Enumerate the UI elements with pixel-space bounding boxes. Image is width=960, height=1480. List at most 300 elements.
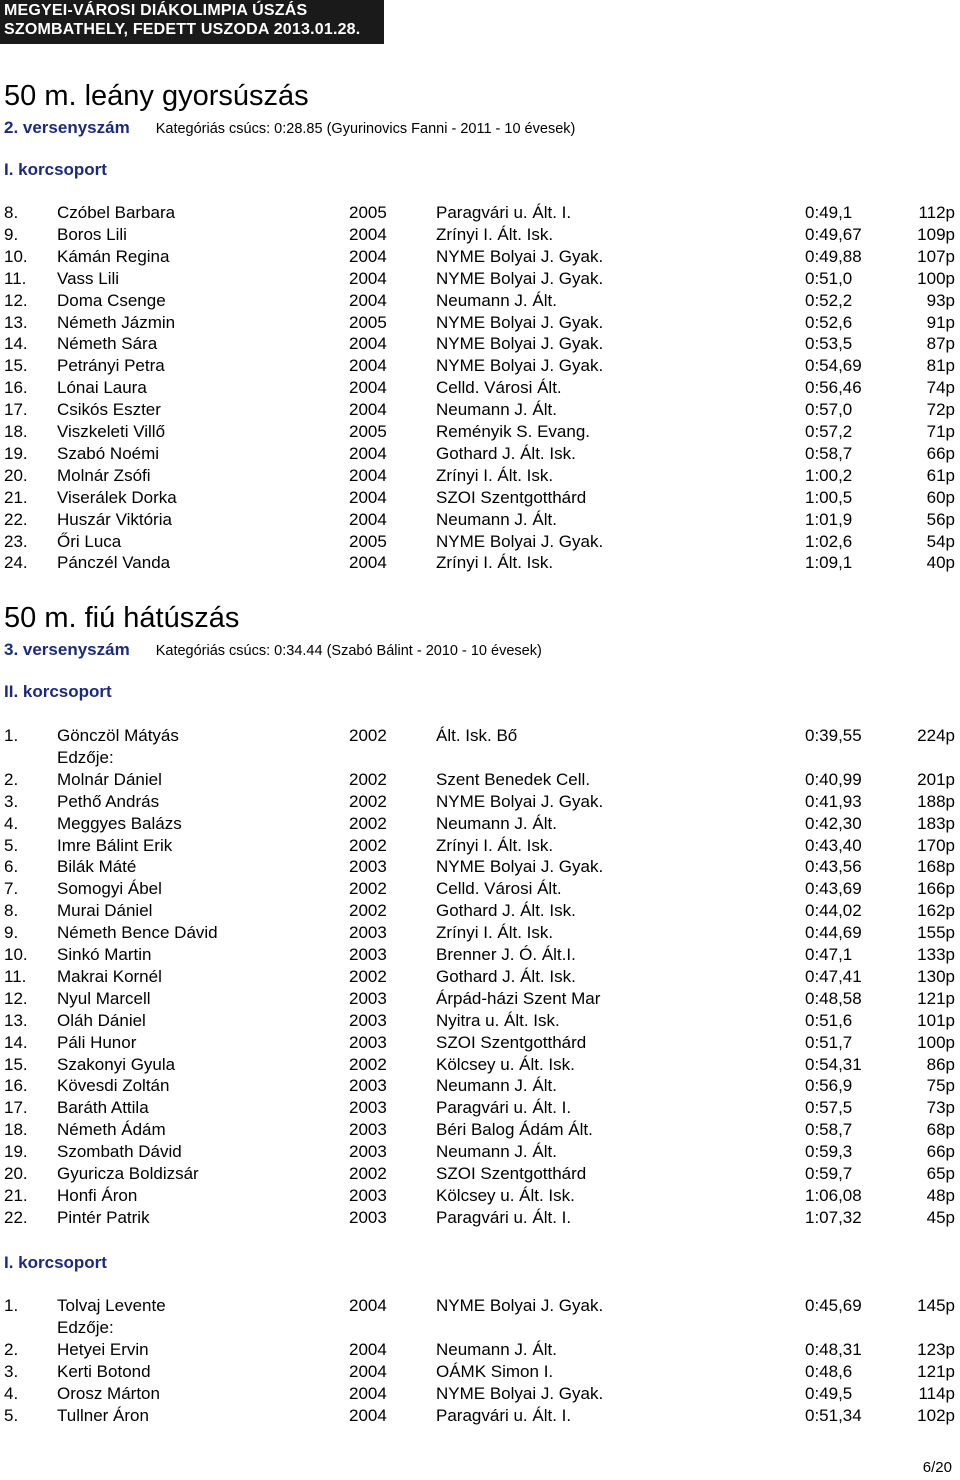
cell-points: 188p bbox=[917, 791, 955, 811]
cell-rank: 8. bbox=[4, 203, 19, 222]
cell-year: 2002 bbox=[349, 966, 387, 986]
cell-club: Árpád-házi Szent Mar bbox=[436, 988, 601, 1008]
cell-points: 166p bbox=[917, 879, 955, 899]
table-row bbox=[0, 922, 960, 944]
cell-rank: 2. bbox=[4, 769, 19, 789]
table-row bbox=[0, 791, 960, 813]
table-row bbox=[0, 966, 960, 988]
cell-rank: 18. bbox=[4, 1120, 28, 1140]
cell-rank: 16. bbox=[4, 378, 28, 398]
cell-time: 1:00,2 bbox=[805, 465, 853, 485]
cell-points: 100p bbox=[917, 1032, 955, 1052]
cell-club: Kölcsey u. Ált. Isk. bbox=[436, 1185, 575, 1205]
cell-rank: 21. bbox=[4, 487, 28, 507]
cell-name: Meggyes Balázs bbox=[57, 813, 182, 833]
cell-points: 75p bbox=[926, 1076, 955, 1096]
cell-year: 2004 bbox=[349, 268, 387, 288]
cell-year: 2004 bbox=[349, 487, 387, 507]
cell-name: Szakonyi Gyula bbox=[57, 1054, 176, 1074]
cell-rank: 1. bbox=[4, 1296, 19, 1315]
cell-points: 66p bbox=[926, 443, 955, 463]
cell-rank: 12. bbox=[4, 988, 28, 1008]
age-group-label: II. korcsoport bbox=[4, 682, 112, 701]
cell-points: 121p bbox=[917, 1361, 955, 1381]
cell-rank: 4. bbox=[4, 1383, 19, 1403]
cell-year: 2002 bbox=[349, 835, 387, 855]
cell-points: 61p bbox=[926, 465, 955, 485]
cell-rank: 17. bbox=[4, 400, 28, 420]
table-row bbox=[0, 377, 960, 399]
cell-year: 2005 bbox=[349, 531, 387, 551]
cell-name: Viszkeleti Villő bbox=[57, 422, 166, 441]
cell-rank: 3. bbox=[4, 791, 19, 811]
cell-time: 0:54,69 bbox=[805, 356, 862, 376]
cell-rank: 4. bbox=[4, 813, 19, 833]
cell-year: 2002 bbox=[349, 726, 387, 745]
cell-club: Celld. Városi Ált. bbox=[436, 879, 562, 899]
cell-club: Neumann J. Ált. bbox=[436, 1076, 557, 1096]
cell-club: NYME Bolyai J. Gyak. bbox=[436, 246, 604, 266]
cell-club: Gothard J. Ált. Isk. bbox=[436, 901, 576, 921]
table-row bbox=[0, 900, 960, 922]
banner-line-2: SZOMBATHELY, FEDETT USZODA 2013.01.28. bbox=[4, 21, 361, 38]
cell-year: 2004 bbox=[349, 378, 387, 398]
table-row bbox=[0, 725, 960, 747]
cell-year: 2005 bbox=[349, 312, 387, 332]
cell-year: 2003 bbox=[349, 1010, 387, 1030]
cell-rank: 6. bbox=[4, 857, 19, 877]
cell-club: Neumann J. Ált. bbox=[436, 1142, 557, 1162]
event-subline bbox=[4, 118, 575, 138]
cell-points: 74p bbox=[926, 378, 955, 398]
cell-name: Molnár Dániel bbox=[57, 769, 162, 789]
cell-rank: 20. bbox=[4, 465, 28, 485]
cell-name: Gyuricza Boldizsár bbox=[57, 1164, 199, 1183]
cell-year: 2003 bbox=[349, 1185, 387, 1205]
cell-name: Boros Lili bbox=[57, 224, 127, 244]
cell-name: Huszár Viktória bbox=[57, 509, 172, 529]
table-row bbox=[0, 290, 960, 312]
cell-year: 2003 bbox=[349, 1076, 387, 1096]
cell-year: 2004 bbox=[349, 246, 387, 266]
cell-points: 60p bbox=[926, 487, 955, 507]
table-row bbox=[0, 531, 960, 553]
cell-points: 71p bbox=[926, 422, 955, 441]
event-title: 50 m. leány gyorsúszás bbox=[4, 80, 309, 112]
cell-time: 0:51,6 bbox=[805, 1010, 853, 1030]
cell-time: 0:51,7 bbox=[805, 1032, 853, 1052]
cell-year: 2004 bbox=[349, 1296, 387, 1315]
cell-name: Pintér Patrik bbox=[57, 1207, 150, 1227]
cell-rank: 5. bbox=[4, 835, 19, 855]
cell-time: 1:00,5 bbox=[805, 487, 853, 507]
table-row bbox=[0, 1141, 960, 1163]
cell-year: 2003 bbox=[349, 923, 387, 943]
cell-year: 2003 bbox=[349, 1207, 387, 1227]
cell-points: 102p bbox=[917, 1405, 955, 1425]
cell-rank: 14. bbox=[4, 1032, 28, 1052]
cell-time: 0:48,31 bbox=[805, 1339, 862, 1359]
age-group-label: I. korcsoport bbox=[4, 1253, 107, 1272]
table-row bbox=[0, 1185, 960, 1207]
cell-time: 0:41,93 bbox=[805, 791, 862, 811]
cell-club: Zrínyi I. Ált. Isk. bbox=[436, 923, 554, 943]
cell-time: 0:52,2 bbox=[805, 290, 853, 310]
table-row bbox=[0, 769, 960, 791]
table-row bbox=[0, 355, 960, 377]
cell-club: NYME Bolyai J. Gyak. bbox=[436, 857, 604, 877]
cell-points: 155p bbox=[917, 923, 955, 943]
cell-club: Béri Balog Ádám Ált. bbox=[436, 1120, 593, 1140]
cell-club: Nyitra u. Ált. Isk. bbox=[436, 1010, 560, 1030]
table-row bbox=[0, 268, 960, 290]
cell-rank: 9. bbox=[4, 923, 19, 943]
cell-time: 0:57,2 bbox=[805, 422, 853, 441]
event-record: Kategóriás csúcs: 0:28.85 (Gyurinovics Fanni - 2011 - 10 évesek) bbox=[155, 121, 576, 137]
cell-time: 0:39,55 bbox=[805, 726, 862, 745]
cell-name: Murai Dániel bbox=[57, 901, 153, 921]
cell-points: 45p bbox=[926, 1207, 955, 1227]
cell-rank: 22. bbox=[4, 509, 28, 529]
cell-club: NYME Bolyai J. Gyak. bbox=[436, 312, 604, 332]
cell-club: Zrínyi I. Ált. Isk. bbox=[436, 835, 554, 855]
cell-name: Nyul Marcell bbox=[57, 988, 151, 1008]
cell-rank: 22. bbox=[4, 1207, 28, 1227]
cell-year: 2004 bbox=[349, 224, 387, 244]
cell-name: Czóbel Barbara bbox=[57, 203, 176, 222]
cell-time: 0:51,34 bbox=[805, 1405, 862, 1425]
cell-rank: 24. bbox=[4, 553, 28, 573]
cell-name: Doma Csenge bbox=[57, 290, 166, 310]
cell-points: 91p bbox=[926, 312, 955, 332]
table-row bbox=[0, 813, 960, 835]
cell-year: 2002 bbox=[349, 813, 387, 833]
cell-name: Tolvaj Levente bbox=[57, 1296, 166, 1315]
cell-name: Szabó Noémi bbox=[57, 443, 160, 463]
cell-year: 2004 bbox=[349, 465, 387, 485]
cell-time: 0:48,58 bbox=[805, 988, 862, 1008]
cell-rank: 19. bbox=[4, 443, 28, 463]
cell-points: 121p bbox=[917, 988, 955, 1008]
event-record: Kategóriás csúcs: 0:34.44 (Szabó Bálint - 2010 - 10 évesek) bbox=[155, 643, 542, 659]
cell-points: 133p bbox=[917, 945, 955, 964]
cell-name: Viserálek Dorka bbox=[57, 487, 177, 507]
cell-time: 0:49,67 bbox=[805, 224, 862, 244]
cell-club: Zrínyi I. Ált. Isk. bbox=[436, 553, 554, 573]
cell-points: 81p bbox=[926, 356, 955, 376]
cell-club: OÁMK Simon I. bbox=[436, 1361, 554, 1381]
table-row bbox=[0, 1097, 960, 1119]
cell-name: Oláh Dániel bbox=[57, 1010, 146, 1030]
cell-rank: 13. bbox=[4, 312, 28, 332]
cell-name: Kámán Regina bbox=[57, 246, 170, 266]
table-row bbox=[0, 202, 960, 224]
cell-time: 1:07,32 bbox=[805, 1207, 862, 1227]
event-number: 3. versenyszám bbox=[4, 640, 130, 659]
cell-club: NYME Bolyai J. Gyak. bbox=[436, 1296, 604, 1315]
cell-club: SZOI Szentgotthárd bbox=[436, 1032, 587, 1052]
cell-points: 56p bbox=[926, 509, 955, 529]
coach-label: Edzője: bbox=[57, 747, 114, 767]
cell-rank: 14. bbox=[4, 334, 28, 354]
cell-name: Sinkó Martin bbox=[57, 945, 152, 964]
table-row bbox=[0, 835, 960, 857]
cell-name: Pánczél Vanda bbox=[57, 553, 171, 573]
cell-rank: 5. bbox=[4, 1405, 19, 1425]
cell-time: 0:48,6 bbox=[805, 1361, 853, 1381]
cell-club: Neumann J. Ált. bbox=[436, 509, 557, 529]
cell-rank: 17. bbox=[4, 1098, 28, 1118]
cell-time: 0:57,0 bbox=[805, 400, 853, 420]
document-banner bbox=[0, 0, 384, 44]
cell-year: 2004 bbox=[349, 290, 387, 310]
cell-year: 2002 bbox=[349, 1164, 387, 1183]
cell-points: 224p bbox=[917, 726, 955, 745]
cell-name: Csikós Eszter bbox=[57, 400, 161, 420]
table-row bbox=[0, 224, 960, 246]
cell-name: Honfi Áron bbox=[57, 1185, 138, 1205]
cell-time: 0:43,56 bbox=[805, 857, 862, 877]
cell-year: 2002 bbox=[349, 1054, 387, 1074]
table-row bbox=[0, 312, 960, 334]
cell-rank: 9. bbox=[4, 224, 19, 244]
cell-points: 170p bbox=[917, 835, 955, 855]
cell-time: 0:59,3 bbox=[805, 1142, 853, 1162]
cell-points: 54p bbox=[926, 531, 955, 551]
cell-rank: 7. bbox=[4, 879, 19, 899]
cell-rank: 3. bbox=[4, 1361, 19, 1381]
event-subline bbox=[4, 640, 542, 660]
table-row bbox=[0, 509, 960, 531]
table-row bbox=[0, 1054, 960, 1076]
table-row bbox=[0, 487, 960, 509]
cell-club: Neumann J. Ált. bbox=[436, 400, 557, 420]
cell-name: Kerti Botond bbox=[57, 1361, 151, 1381]
table-row bbox=[0, 1207, 960, 1229]
cell-points: 109p bbox=[917, 224, 955, 244]
cell-club: SZOI Szentgotthárd bbox=[436, 487, 587, 507]
cell-time: 0:49,88 bbox=[805, 246, 862, 266]
cell-rank: 2. bbox=[4, 1339, 19, 1359]
cell-year: 2004 bbox=[349, 1361, 387, 1381]
cell-year: 2005 bbox=[349, 203, 387, 222]
table-row bbox=[0, 1119, 960, 1141]
table-row bbox=[0, 421, 960, 443]
cell-time: 0:44,02 bbox=[805, 901, 862, 921]
cell-name: Németh Bence Dávid bbox=[57, 923, 218, 943]
cell-name: Molnár Zsófi bbox=[57, 465, 151, 485]
cell-year: 2003 bbox=[349, 945, 387, 964]
table-row bbox=[0, 1383, 960, 1405]
cell-points: 48p bbox=[926, 1185, 955, 1205]
cell-year: 2003 bbox=[349, 1142, 387, 1162]
cell-club: NYME Bolyai J. Gyak. bbox=[436, 356, 604, 376]
cell-time: 0:40,99 bbox=[805, 769, 862, 789]
cell-points: 112p bbox=[918, 203, 955, 222]
cell-time: 0:44,69 bbox=[805, 923, 862, 943]
cell-name: Somogyi Ábel bbox=[57, 879, 162, 899]
table-row bbox=[0, 1010, 960, 1032]
cell-year: 2002 bbox=[349, 791, 387, 811]
cell-points: 40p bbox=[926, 553, 955, 573]
cell-name: Pethő András bbox=[57, 791, 160, 811]
cell-rank: 21. bbox=[4, 1185, 28, 1205]
cell-rank: 12. bbox=[4, 290, 28, 310]
cell-points: 114p bbox=[918, 1383, 955, 1403]
cell-club: Paragvári u. Ált. I. bbox=[436, 1207, 572, 1227]
cell-name: Őri Luca bbox=[57, 531, 122, 551]
cell-club: NYME Bolyai J. Gyak. bbox=[436, 791, 604, 811]
table-row bbox=[0, 856, 960, 878]
cell-rank: 23. bbox=[4, 531, 28, 551]
cell-name: Németh Jázmin bbox=[57, 312, 176, 332]
cell-club: Paragvári u. Ált. I. bbox=[436, 1405, 572, 1425]
cell-year: 2004 bbox=[349, 1383, 387, 1403]
cell-year: 2004 bbox=[349, 443, 387, 463]
cell-points: 168p bbox=[917, 857, 955, 877]
cell-year: 2004 bbox=[349, 1339, 387, 1359]
cell-points: 100p bbox=[917, 268, 955, 288]
cell-club: Paragvári u. Ált. I. bbox=[436, 203, 572, 222]
cell-time: 0:56,9 bbox=[805, 1076, 853, 1096]
cell-points: 66p bbox=[926, 1142, 955, 1162]
cell-points: 86p bbox=[926, 1054, 955, 1074]
cell-year: 2002 bbox=[349, 769, 387, 789]
cell-name: Páli Hunor bbox=[57, 1032, 137, 1052]
cell-points: 68p bbox=[926, 1120, 955, 1140]
cell-time: 0:43,69 bbox=[805, 879, 862, 899]
cell-rank: 19. bbox=[4, 1142, 28, 1162]
cell-points: 107p bbox=[917, 246, 955, 266]
cell-points: 130p bbox=[917, 966, 955, 986]
cell-time: 0:49,5 bbox=[805, 1383, 853, 1403]
cell-time: 1:01,9 bbox=[805, 509, 853, 529]
cell-rank: 16. bbox=[4, 1076, 28, 1096]
cell-rank: 10. bbox=[4, 945, 28, 964]
table-row bbox=[0, 399, 960, 421]
cell-time: 1:06,08 bbox=[805, 1185, 862, 1205]
cell-club: NYME Bolyai J. Gyak. bbox=[436, 334, 604, 354]
cell-points: 123p bbox=[917, 1339, 955, 1359]
cell-name: Németh Sára bbox=[57, 334, 158, 354]
cell-time: 0:58,7 bbox=[805, 1120, 853, 1140]
cell-club: Gothard J. Ált. Isk. bbox=[436, 443, 576, 463]
cell-name: Gönczöl Mátyás bbox=[57, 726, 179, 745]
cell-name: Orosz Márton bbox=[57, 1383, 160, 1403]
cell-time: 0:47,41 bbox=[805, 966, 862, 986]
cell-points: 145p bbox=[917, 1296, 955, 1315]
cell-time: 0:45,69 bbox=[805, 1296, 862, 1315]
cell-name: Imre Bálint Erik bbox=[57, 835, 173, 855]
cell-name: Tullner Áron bbox=[57, 1405, 149, 1425]
cell-club: Szent Benedek Cell. bbox=[436, 769, 591, 789]
cell-time: 0:42,30 bbox=[805, 813, 862, 833]
cell-rank: 1. bbox=[4, 726, 19, 745]
cell-club: Brenner J. Ó. Ált.I. bbox=[436, 945, 576, 964]
cell-name: Baráth Attila bbox=[57, 1098, 149, 1118]
cell-rank: 13. bbox=[4, 1010, 28, 1030]
table-row bbox=[0, 878, 960, 900]
cell-time: 0:51,0 bbox=[805, 268, 853, 288]
cell-club: Gothard J. Ált. Isk. bbox=[436, 966, 576, 986]
cell-year: 2004 bbox=[349, 553, 387, 573]
table-row bbox=[0, 552, 960, 574]
cell-club: SZOI Szentgotthárd bbox=[436, 1164, 587, 1183]
cell-year: 2004 bbox=[349, 400, 387, 420]
cell-points: 65p bbox=[926, 1164, 955, 1183]
cell-year: 2003 bbox=[349, 988, 387, 1008]
age-group-label: I. korcsoport bbox=[4, 160, 107, 179]
cell-time: 0:59,7 bbox=[805, 1164, 853, 1183]
cell-time: 0:52,6 bbox=[805, 312, 853, 332]
cell-club: Neumann J. Ált. bbox=[436, 290, 557, 310]
table-row bbox=[0, 944, 960, 966]
cell-club: Paragvári u. Ált. I. bbox=[436, 1098, 572, 1118]
cell-points: 73p bbox=[926, 1098, 955, 1118]
cell-name: Hetyei Ervin bbox=[57, 1339, 149, 1359]
event-title: 50 m. fiú hátúszás bbox=[4, 602, 240, 634]
cell-year: 2004 bbox=[349, 334, 387, 354]
table-row bbox=[0, 988, 960, 1010]
cell-rank: 11. bbox=[4, 268, 27, 288]
cell-time: 0:56,46 bbox=[805, 378, 862, 398]
cell-year: 2003 bbox=[349, 1032, 387, 1052]
cell-year: 2005 bbox=[349, 422, 387, 441]
cell-time: 1:09,1 bbox=[805, 553, 853, 573]
page-number: 6/20 bbox=[922, 1459, 952, 1476]
table-row bbox=[0, 1032, 960, 1054]
cell-name: Vass Lili bbox=[57, 268, 120, 288]
table-row bbox=[0, 443, 960, 465]
cell-time: 0:53,5 bbox=[805, 334, 853, 354]
cell-name: Lónai Laura bbox=[57, 378, 147, 398]
cell-time: 0:54,31 bbox=[805, 1054, 862, 1074]
cell-time: 0:58,7 bbox=[805, 443, 853, 463]
cell-club: Neumann J. Ált. bbox=[436, 1339, 557, 1359]
cell-time: 0:47,1 bbox=[805, 945, 853, 964]
cell-rank: 8. bbox=[4, 901, 19, 921]
table-row bbox=[0, 1295, 960, 1317]
cell-name: Makrai Kornél bbox=[57, 966, 162, 986]
cell-name: Bilák Máté bbox=[57, 857, 137, 877]
cell-points: 93p bbox=[926, 290, 955, 310]
cell-rank: 20. bbox=[4, 1164, 28, 1183]
cell-club: NYME Bolyai J. Gyak. bbox=[436, 268, 604, 288]
table-row bbox=[0, 333, 960, 355]
cell-time: 0:43,40 bbox=[805, 835, 862, 855]
cell-rank: 10. bbox=[4, 246, 28, 266]
table-row bbox=[0, 1405, 960, 1427]
cell-club: Celld. Városi Ált. bbox=[436, 378, 562, 398]
banner-line-1: MEGYEI-VÁROSI DIÁKOLIMPIA ÚSZÁS bbox=[4, 2, 308, 19]
cell-rank: 15. bbox=[4, 1054, 28, 1074]
table-row bbox=[0, 465, 960, 487]
cell-name: Németh Ádám bbox=[57, 1120, 166, 1140]
cell-year: 2002 bbox=[349, 901, 387, 921]
cell-club: Zrínyi I. Ált. Isk. bbox=[436, 224, 554, 244]
cell-points: 201p bbox=[917, 769, 955, 789]
table-row bbox=[0, 1075, 960, 1097]
cell-year: 2003 bbox=[349, 1098, 387, 1118]
cell-name: Szombath Dávid bbox=[57, 1142, 182, 1162]
cell-rank: 15. bbox=[4, 356, 28, 376]
table-row bbox=[0, 246, 960, 268]
cell-rank: 18. bbox=[4, 422, 28, 441]
cell-points: 101p bbox=[917, 1010, 955, 1030]
cell-points: 87p bbox=[926, 334, 955, 354]
event-number: 2. versenyszám bbox=[4, 118, 130, 137]
table-row bbox=[0, 1163, 960, 1185]
